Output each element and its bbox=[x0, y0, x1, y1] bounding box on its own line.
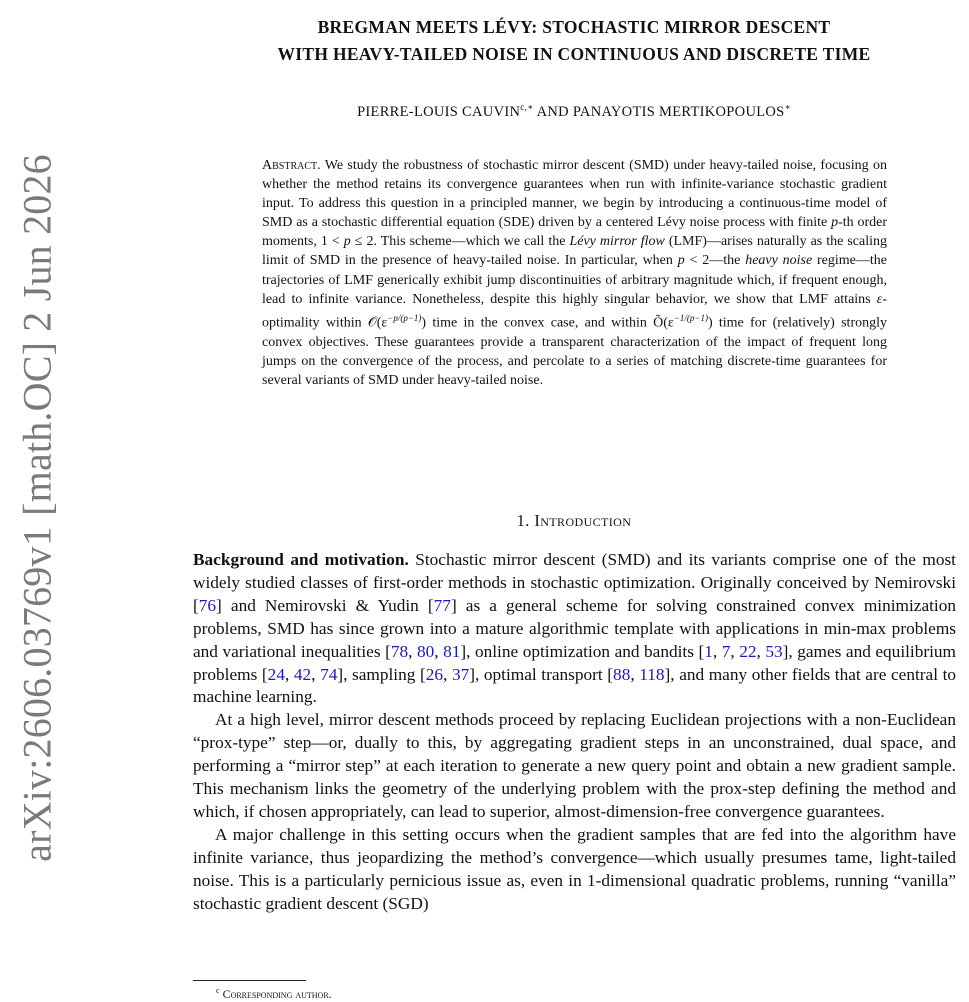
author-name: PANAYOTIS MERTIKOPOULOS bbox=[572, 103, 785, 120]
math-variable: ε bbox=[876, 291, 883, 307]
citation-link[interactable]: 78 bbox=[390, 641, 409, 661]
math-variable: p bbox=[831, 215, 839, 231]
paragraph-text: ] and Nemirovski & Yudin [ bbox=[216, 595, 434, 615]
citation-link[interactable]: 37 bbox=[451, 664, 470, 684]
citation-link[interactable]: 42 bbox=[293, 664, 312, 684]
section-heading bbox=[190, 511, 958, 531]
section-title: Introduction bbox=[534, 511, 632, 530]
abstract-text: -optimality within 𝒪(ε bbox=[262, 291, 887, 331]
abstract-text: ≤ 2. This scheme—which we call the bbox=[350, 234, 570, 250]
arxiv-identifier-stamp: arXiv:2606.03769v1 [math.OC] 2 Jun 2026 bbox=[14, 154, 60, 862]
abstract-text: We study the robustness of stochastic mirror descent (SMD) under heavy-tailed noise, focusing on whether the method retains its convergence guarantees when run with infinite-variance stochastic gradient input. To address this question in a principled manner, we begin by introducing a continuous-time model of SMD as a stochastic differential equation (SDE) driven by a centered Lévy noise process with finite bbox=[262, 158, 887, 231]
author-name: PIERRE-LOUIS CAUVIN bbox=[357, 103, 521, 120]
abstract-emphasis: heavy noise bbox=[745, 253, 813, 269]
citation-link[interactable]: 53 bbox=[765, 641, 783, 661]
citation-link[interactable]: 81 bbox=[443, 641, 461, 661]
paragraph-text: Stochastic mirror descent (SMD) and its variants comprise one of the most widely studied classes of first-order methods in stochastic optimization. Originally conceived by Nemirovski [ bbox=[193, 550, 956, 615]
citation-link[interactable]: 76 bbox=[198, 595, 217, 615]
abstract-text: (LMF)—arises naturally as the scaling limit of SMD in the presence of heavy-tailed noise. In particular, when bbox=[262, 234, 888, 269]
author-affiliation-mark: c,∗ bbox=[520, 102, 534, 112]
paragraph-text: ], online optimization and bandits [ bbox=[460, 641, 705, 661]
paragraph: Background and motivation. Stochastic mirror descent (SMD) and its variants comprise one of the most widely studied classes of first-order methods in stochastic optimization. Originally conceived by Nemirovski [76] and Nemirovski & Yudin [77] as a general scheme for solving constrained convex minimization problems, SMD has since grown into a mature algorithmic template with applications in min-max problems and variational inequalities [78, 80, 81], online optimization and bandits [1, 7, 22, 53], games and equilibrium problems [24, 42, 74], sampling [26, 37], optimal transport [88, 118], and many other fields that are central to machine learning. bbox=[193, 550, 957, 707]
abstract-emphasis: Lévy mirror flow bbox=[569, 234, 665, 250]
citation-link[interactable]: 77 bbox=[433, 595, 451, 615]
footnote-rule bbox=[193, 980, 306, 981]
abstract-text: regime—the trajectories of LMF generically exhibit jump discontinuities of arbitrary magnitude which, if frequent enough, lead to infinite variance. Nonetheless, despite this highly singular behavior, we show that LMF attains bbox=[262, 253, 887, 307]
abstract-text: < 2—the bbox=[684, 253, 746, 269]
paper-title-line-1: BREGMAN MEETS LÉVY: STOCHASTIC MIRROR DESCENT bbox=[317, 17, 831, 37]
citation-link[interactable]: 24 bbox=[267, 664, 285, 684]
footnote-text: Corresponding author. bbox=[222, 987, 332, 1001]
author-list bbox=[190, 102, 958, 121]
paragraph-lead: Background and motivation. bbox=[193, 550, 409, 569]
citation-link[interactable]: 22 bbox=[739, 641, 757, 661]
paragraph-text: ] as a general scheme for solving constrained convex minimization problems, SMD has since grown into a mature algorithmic template with applications in min-max problems and variational inequalities [ bbox=[193, 595, 956, 661]
paper-title bbox=[190, 14, 958, 68]
abstract-label: Abstract. bbox=[262, 158, 321, 173]
abstract-text: ) time in the convex case, and within Õ(ε bbox=[421, 315, 674, 331]
abstract-text: ) time for (relatively) strongly convex objectives. These guarantees provide a transparent characterization of the impact of frequent long jumps on the convergence of the process, and percolate to a series of matching discrete-time guarantees for several variants of SMD under heavy-tailed noise. bbox=[262, 315, 887, 388]
paragraph-text: ], and many other fields that are central to machine learning. bbox=[193, 664, 957, 707]
citation-link[interactable]: 1 bbox=[704, 641, 713, 661]
author-separator: AND bbox=[533, 103, 573, 120]
citation-link[interactable]: 7 bbox=[721, 641, 731, 661]
citation-link[interactable]: 74 bbox=[320, 664, 338, 684]
abstract bbox=[262, 156, 887, 390]
footnote-mark: c bbox=[216, 986, 220, 995]
citation-link[interactable]: 80 bbox=[416, 641, 435, 661]
citation-link[interactable]: 26 bbox=[425, 664, 444, 684]
math-variable: p bbox=[677, 253, 685, 269]
math-variable: p bbox=[343, 234, 351, 250]
paragraph-text: ], games and equilibrium problems [ bbox=[193, 641, 957, 684]
paragraph-text: ], optimal transport [ bbox=[469, 664, 614, 684]
author-affiliation-mark: ∗ bbox=[784, 102, 791, 112]
paragraph: At a high level, mirror descent methods proceed by replacing Euclidean projections with a non-Euclidean “prox-type” step—or, dually to this, by aggregating gradient steps in an unconstrained, dual space, and performing a “mirror step” at each iteration to generate a new query point and obtain a new gradient sample. This mechanism links the geometry of the underlying problem with the prox-step defining the method and which, if chosen appropriately, can lead to superior, almost-dimension-free convergence guarantees. bbox=[193, 710, 956, 821]
body-text bbox=[193, 549, 956, 916]
paper-title-line-2: WITH HEAVY-TAILED NOISE IN CONTINUOUS AND DISCRETE TIME bbox=[277, 44, 871, 64]
citation-link[interactable]: 88 bbox=[613, 664, 631, 684]
abstract-text: -th order moments, 1 < bbox=[262, 215, 888, 250]
section-number: 1. bbox=[516, 511, 535, 530]
citation-link[interactable]: 118 bbox=[639, 664, 665, 684]
math-exponent: −p/(p−1) bbox=[387, 312, 422, 323]
paragraph: A major challenge in this setting occurs when the gradient samples that are fed into the algorithm have infinite variance, thus jeopardizing the method’s convergence—which usually presumes tame, light-tailed noise. This is a particularly pernicious issue as, even in 1-dimensional quadratic problems, running “vanilla” stochastic gradient descent (SGD) bbox=[193, 824, 956, 913]
math-exponent: −1/(p−1) bbox=[673, 312, 708, 323]
paragraph-text: ], sampling [ bbox=[337, 664, 426, 684]
